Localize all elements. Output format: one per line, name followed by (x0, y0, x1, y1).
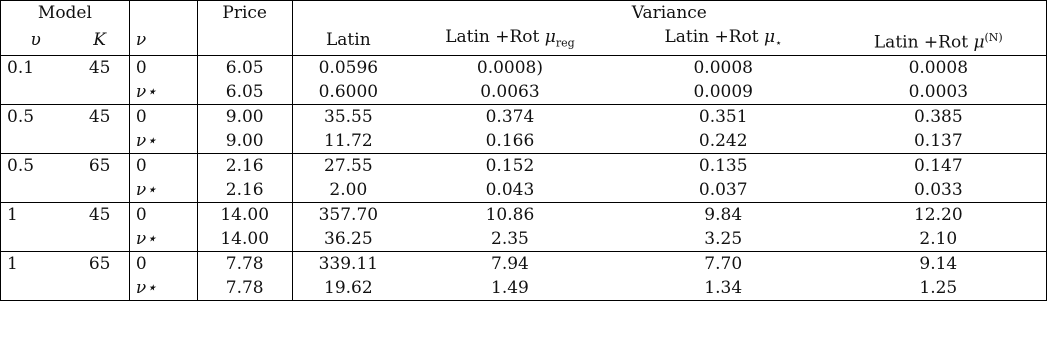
latin-rot-n-cell: 12.20 (831, 203, 1047, 228)
nu-header: ν (129, 25, 197, 56)
latin-rot-reg-cell: 1.49 (404, 276, 616, 301)
latin-cell: 0.6000 (292, 80, 404, 105)
price-cell: 7.78 (197, 276, 292, 301)
n-superscript: (N) (984, 30, 1003, 44)
latin-rot-n-cell: 0.033 (831, 178, 1047, 203)
upsilon-cell: 1 (1, 203, 71, 228)
nu-header-spacer (129, 1, 197, 26)
latin-rot-n-cell: 0.147 (831, 154, 1047, 179)
header-row-1 (1, 1, 1047, 26)
latin-rot-star-cell: 0.351 (616, 105, 831, 130)
latin-rot-reg-cell: 0.374 (404, 105, 616, 130)
latin-rot-n-cell: 0.0008 (831, 56, 1047, 81)
latin-rot-reg-cell: 0.152 (404, 154, 616, 179)
latin-cell: 0.0596 (292, 56, 404, 81)
price-cell: 2.16 (197, 178, 292, 203)
nu-cell: 0 (129, 252, 197, 277)
upsilon-header: υ (1, 25, 71, 56)
table-row (1, 105, 1047, 130)
variance-header: Variance (292, 1, 1046, 26)
reg-subscript: reg (555, 36, 575, 50)
latin-rot-star-cell: 0.037 (698, 180, 748, 201)
upsilon-cell (1, 129, 71, 154)
latin-cell: 19.62 (292, 276, 404, 301)
latin-cell: 35.55 (292, 105, 404, 130)
latin-cell: 36.25 (292, 227, 404, 252)
latin-cell: 339.11 (292, 252, 404, 277)
k-cell: 45 (70, 56, 129, 81)
table-row (1, 276, 1047, 301)
price-cell: 7.78 (197, 252, 292, 277)
latin-rot-n-cell: 0.137 (831, 129, 1047, 154)
star-subscript: ⋆ (775, 36, 782, 50)
k-header: K (93, 30, 106, 51)
upsilon-cell: 0.5 (1, 105, 71, 130)
latin-rot-star-cell: 0.0008 (616, 56, 831, 81)
nu-cell: 0 (129, 203, 197, 228)
latin-rot-n-cell: 1.25 (831, 276, 1047, 301)
upsilon-cell: 0.5 (1, 154, 71, 179)
latin-rot-reg-cell: 10.86 (404, 203, 616, 228)
mu-symbol: μ (764, 27, 776, 47)
k-cell: 65 (70, 252, 129, 277)
price-cell: 14.00 (197, 227, 292, 252)
nu-cell: ν⋆ (129, 276, 197, 301)
price-cell: 9.00 (197, 129, 292, 154)
upsilon-cell (1, 80, 71, 105)
latin-rot-n-cell: 0.0003 (831, 80, 1047, 105)
upsilon-cell: 1 (1, 252, 71, 277)
latin-rot-star-cell: 9.84 (616, 203, 831, 228)
latin-rot-text: Latin +Rot (873, 32, 974, 53)
price-cell: 2.16 (197, 154, 292, 179)
price-cell: 6.05 (197, 80, 292, 105)
latin-rot-reg-cell: 7.94 (404, 252, 616, 277)
latin-rot-reg-cell: 2.35 (491, 229, 529, 250)
price-header: Price (197, 1, 292, 26)
upsilon-cell (1, 276, 71, 301)
table-row (1, 178, 1047, 203)
latin-rot-star-cell: 1.34 (616, 276, 831, 301)
nu-cell: ν⋆ (129, 178, 197, 203)
latin-cell: 2.00 (292, 178, 404, 203)
table-row (1, 203, 1047, 228)
latin-rot-n-header (831, 25, 1047, 56)
table-row (1, 80, 1047, 105)
upsilon-cell: 0.1 (1, 56, 71, 81)
latin-header: Latin (292, 25, 404, 56)
k-cell (70, 276, 129, 301)
latin-rot-star-cell: 3.25 (704, 229, 743, 250)
table-row (1, 227, 1047, 252)
latin-rot-reg-cell: 0.043 (485, 180, 535, 201)
latin-rot-star-cell: 0.242 (698, 131, 748, 152)
price-cell: 9.00 (197, 105, 292, 130)
price-cell: 6.05 (197, 56, 292, 81)
k-cell (70, 227, 129, 252)
k-cell (70, 178, 129, 203)
latin-rot-n-cell: 0.385 (831, 105, 1047, 130)
latin-rot-star-cell: 0.135 (616, 154, 831, 179)
latin-cell: 11.72 (292, 129, 404, 154)
latin-rot-reg-cell: 0.0063 (480, 82, 540, 103)
price-cell: 14.00 (197, 203, 292, 228)
mu-symbol: μ (973, 32, 985, 53)
k-cell: 65 (70, 154, 129, 179)
table-row (1, 129, 1047, 154)
latin-cell: 27.55 (292, 154, 404, 179)
latin-rot-star-header (616, 25, 831, 56)
latin-rot-text: Latin +Rot (664, 27, 765, 47)
table-row (1, 154, 1047, 179)
latin-rot-text: Latin +Rot (445, 27, 545, 47)
nu-cell: ν⋆ (129, 227, 197, 252)
table-row (1, 252, 1047, 277)
k-cell (70, 80, 129, 105)
nu-cell: 0 (129, 105, 197, 130)
latin-rot-reg-header (404, 25, 616, 56)
k-cell: 45 (70, 105, 129, 130)
nu-cell: 0 (129, 56, 197, 81)
latin-rot-n-cell: 2.10 (831, 227, 1047, 252)
mu-symbol: μ (544, 27, 556, 47)
header-row-2 (1, 25, 1047, 56)
k-cell (70, 129, 129, 154)
latin-cell: 357.70 (292, 203, 404, 228)
nu-cell: 0 (129, 154, 197, 179)
latin-rot-reg-cell: 0.0008) (404, 56, 616, 81)
table-row (1, 56, 1047, 81)
table-body (1, 56, 1047, 301)
k-cell: 45 (70, 203, 129, 228)
model-header: Model (1, 1, 130, 26)
latin-rot-star-cell: 7.70 (616, 252, 831, 277)
upsilon-cell (1, 178, 71, 203)
latin-rot-star-cell: 0.0009 (693, 82, 753, 103)
price-header-spacer (197, 25, 292, 56)
latin-rot-n-cell: 9.14 (831, 252, 1047, 277)
nu-cell: ν⋆ (129, 80, 197, 105)
upsilon-cell (1, 227, 71, 252)
latin-rot-reg-cell: 0.166 (485, 131, 535, 152)
nu-cell: ν⋆ (129, 129, 197, 154)
